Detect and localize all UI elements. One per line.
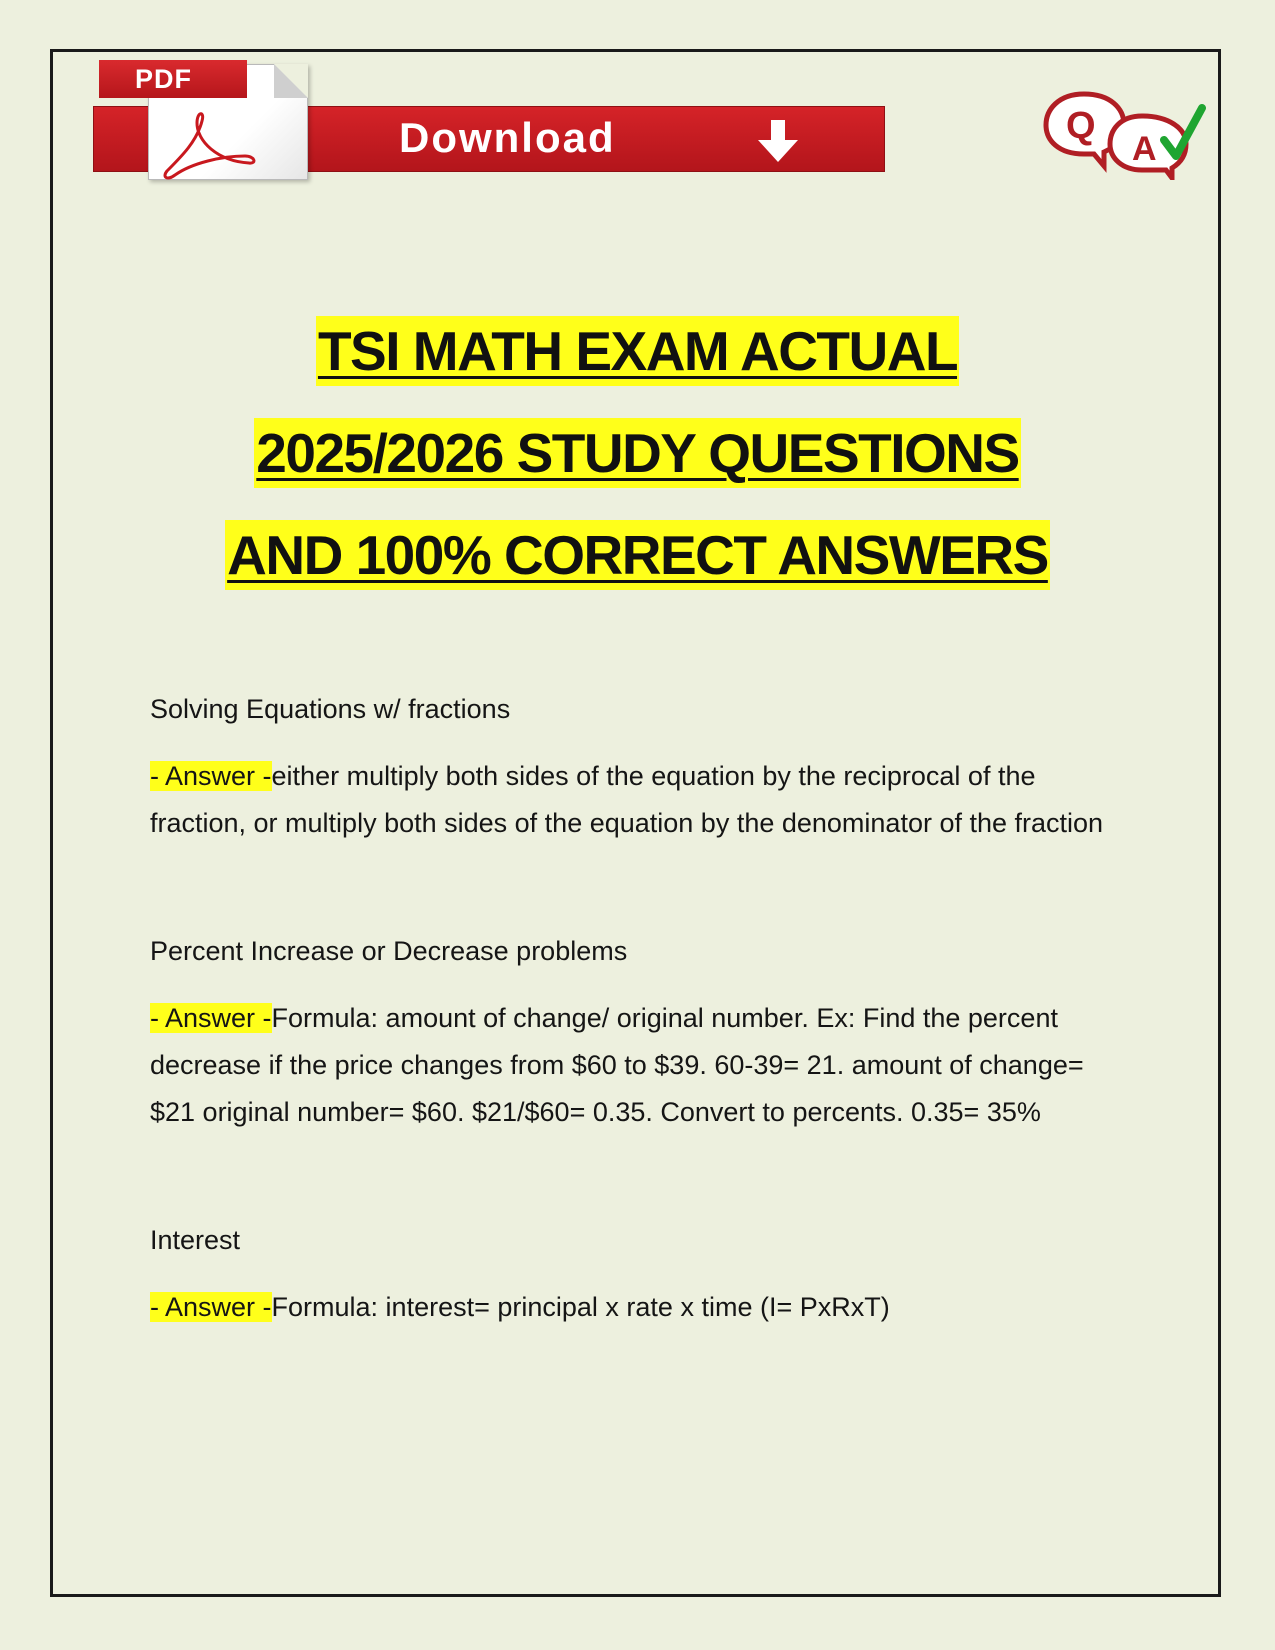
qa-item xyxy=(150,1217,1130,1331)
qa-speech-bubbles-icon xyxy=(1040,80,1210,180)
page-fold xyxy=(274,64,308,98)
acrobat-logo-icon xyxy=(157,111,257,181)
title-line-2: 2025/2026 STUDY QUESTIONS xyxy=(254,418,1020,488)
pdf-download-banner[interactable] xyxy=(93,60,885,182)
download-arrow-icon[interactable] xyxy=(756,118,800,164)
qa-logo-q: Q xyxy=(1066,105,1096,147)
answer-paragraph xyxy=(150,753,1130,847)
download-label[interactable]: Download xyxy=(399,114,616,161)
answer-paragraph xyxy=(150,1284,1130,1331)
qa-list xyxy=(150,686,1130,1412)
title-line-1: TSI MATH EXAM ACTUAL xyxy=(316,316,959,386)
answer-text: Formula: interest= principal x rate x time (I= PxRxT) xyxy=(271,1292,890,1322)
answer-text: Formula: amount of change/ original number. Ex: Find the percent decrease if the price changes from $60 to $39. 60-39= 21. amount of change= $21 original number= $60. $21/$60= 0.35. Convert to percents. 0.35= 35% xyxy=(150,1003,1084,1127)
answer-paragraph xyxy=(150,995,1130,1136)
question-text: Solving Equations w/ fractions xyxy=(150,694,511,724)
answer-tag: - Answer - xyxy=(150,1292,272,1322)
answer-text: either multiply both sides of the equation by the reciprocal of the fraction, or multiply both sides of the equation by the denominator of the fraction xyxy=(150,761,1104,838)
question-text: Percent Increase or Decrease problems xyxy=(150,936,628,966)
answer-tag: - Answer - xyxy=(150,761,272,791)
title-line-3: AND 100% CORRECT ANSWERS xyxy=(225,520,1050,590)
qa-logo-a: A xyxy=(1132,130,1157,168)
question-text: Interest xyxy=(150,1225,241,1255)
answer-tag: - Answer - xyxy=(150,1003,272,1033)
document-title xyxy=(60,300,1215,606)
pdf-tag: PDF xyxy=(99,60,247,98)
qa-item xyxy=(150,686,1130,847)
qa-item xyxy=(150,928,1130,1136)
